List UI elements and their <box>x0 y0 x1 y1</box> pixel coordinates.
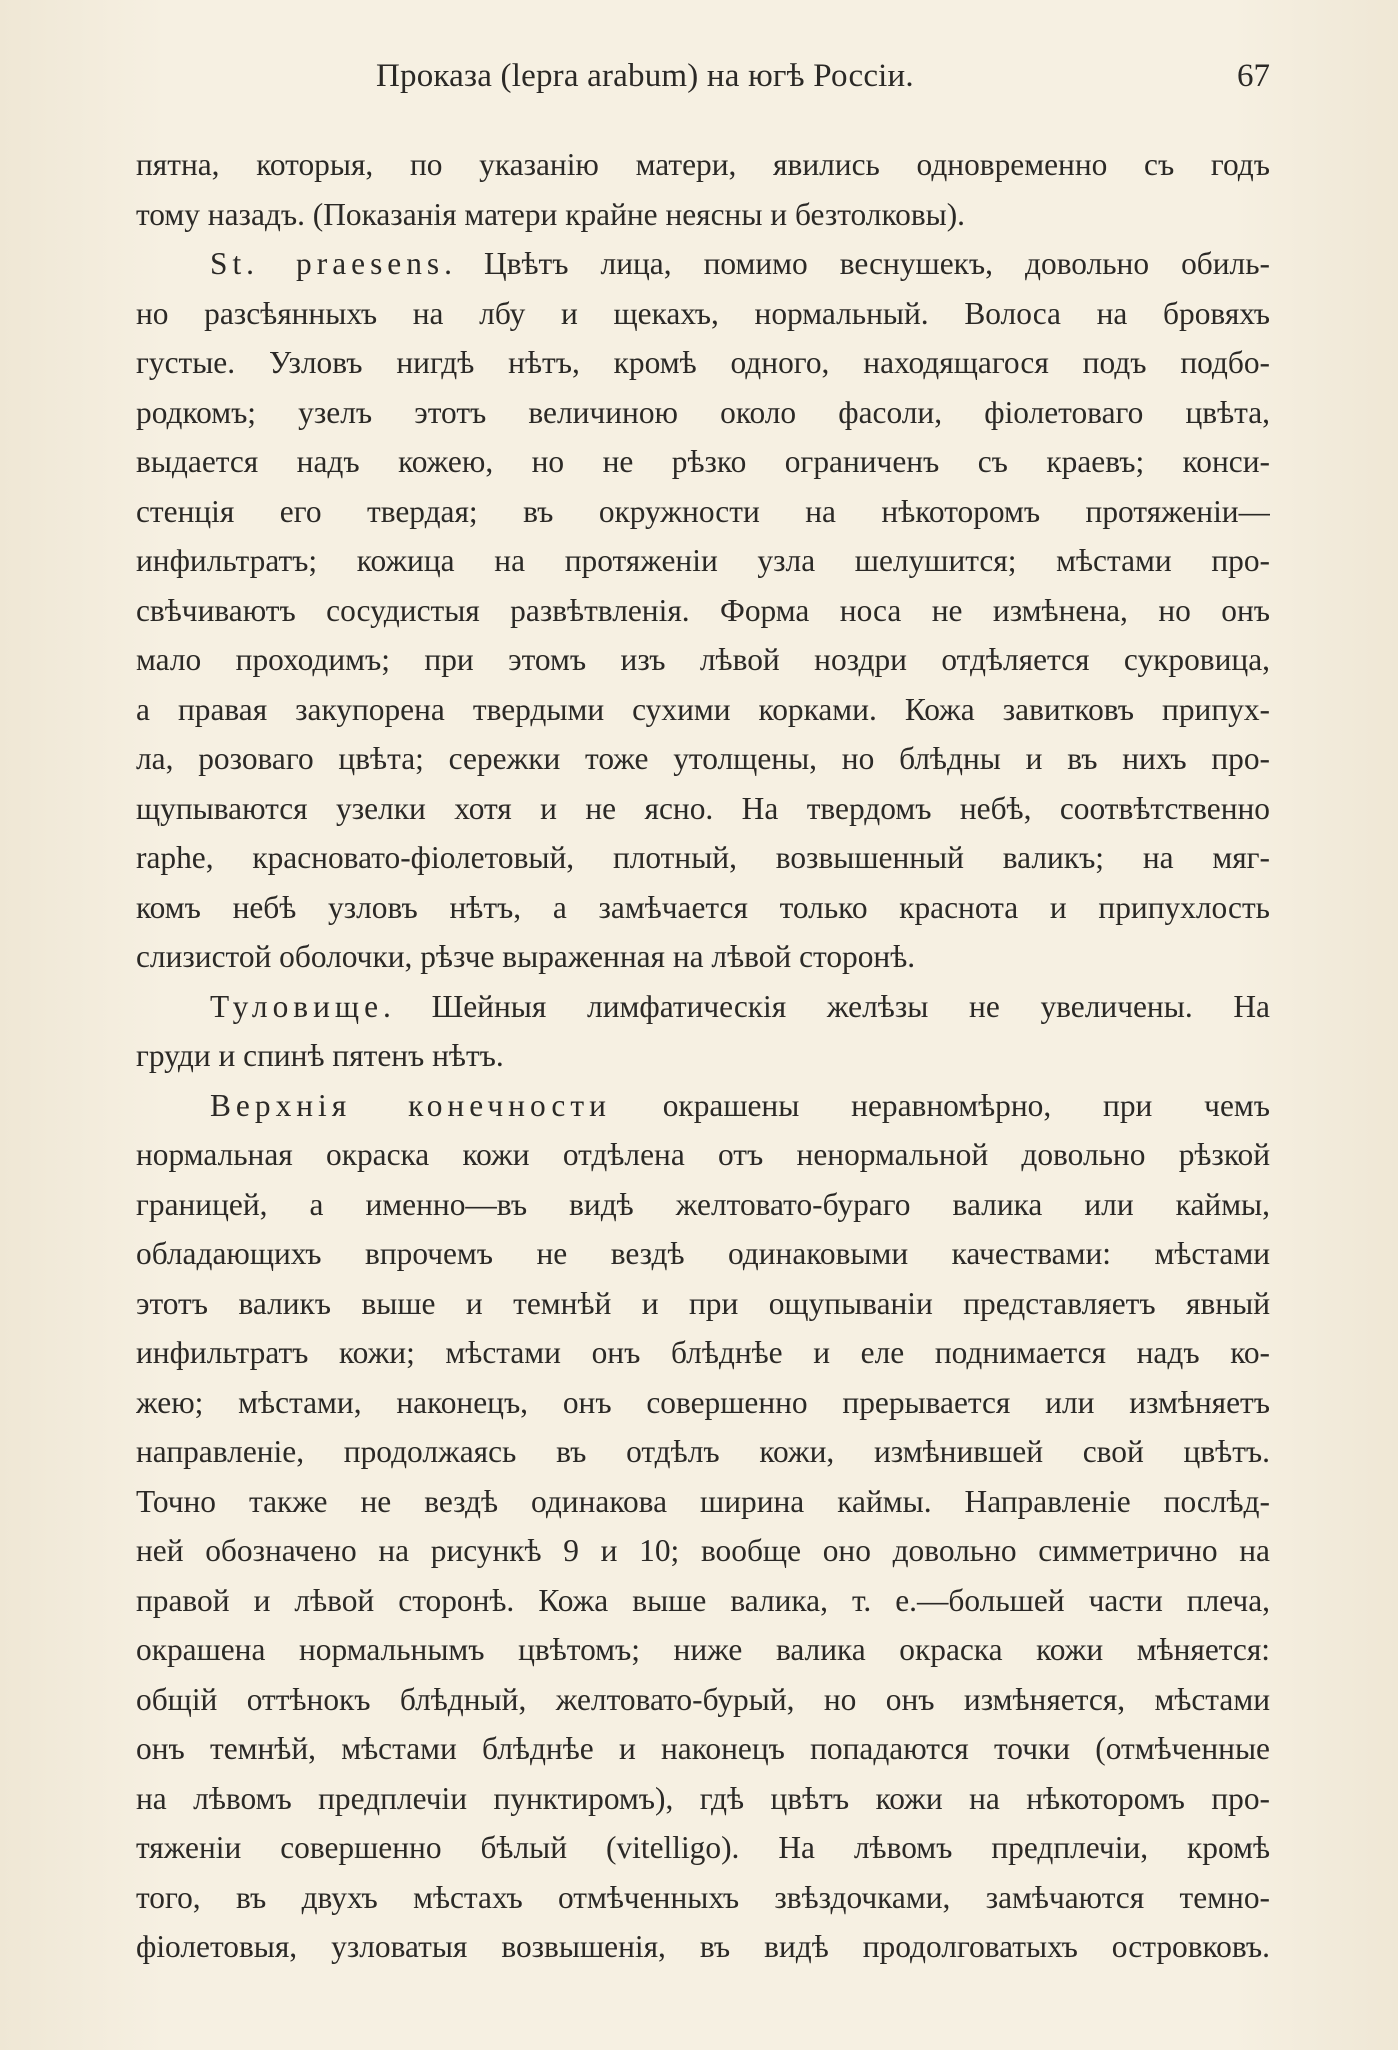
text-line <box>136 1675 1270 1725</box>
text-line <box>136 784 1270 834</box>
line-text: окрашена нормальнымъ цвѣтомъ; ниже валика окраска кожи мѣняется: <box>136 1632 1270 1667</box>
line-text: того, въ двухъ мѣстахъ отмѣченныхъ звѣздочками, замѣчаются темно- <box>136 1879 1270 1915</box>
line-text: жею; мѣстами, наконецъ, онъ совершенно прерывается или измѣняетъ <box>136 1384 1270 1420</box>
line-text: мало проходимъ; при этомъ изъ лѣвой ноздри отдѣляется сукровица, <box>136 642 1270 677</box>
page-number: 67 <box>1237 58 1270 94</box>
text-line <box>136 1576 1270 1626</box>
text-line <box>136 883 1270 933</box>
text-line <box>136 1526 1270 1576</box>
line-text: фіолетовыя, узловатыя возвышенія, въ видѣ продолговатыхъ островковъ. <box>136 1929 1270 1964</box>
line-text: ла, розоваго цвѣта; сережки тоже утолщены, но блѣдны и въ нихъ про- <box>136 741 1270 776</box>
text-line <box>136 1873 1270 1923</box>
text-line <box>136 1279 1270 1329</box>
line-text: слизистой оболочки, рѣзче выраженная на лѣвой сторонѣ. <box>136 939 916 974</box>
line-text: груди и спинѣ пятенъ нѣтъ. <box>136 1038 504 1073</box>
line-text: обладающихъ впрочемъ не вездѣ одинаковыми качествами: мѣстами <box>136 1236 1270 1271</box>
line-text: направленіе, продолжаясь въ отдѣлъ кожи, измѣнившей свой цвѣтъ. <box>136 1434 1270 1469</box>
text-line <box>136 338 1270 388</box>
text-line <box>136 1031 1270 1081</box>
line-text: . Цвѣтъ лица, помимо веснушекъ, довольно обиль- <box>444 246 1270 281</box>
text-line <box>136 734 1270 784</box>
text-line <box>136 685 1270 735</box>
text-line <box>136 190 1270 240</box>
line-text: тяженіи совершенно бѣлый (vitelligo). На лѣвомъ предплечіи, кромѣ <box>136 1830 1270 1865</box>
text-line <box>136 1823 1270 1873</box>
line-text: родкомъ; узелъ этотъ величиною около фасоли, фіолетоваго цвѣта, <box>136 394 1270 430</box>
line-text: но разсѣянныхъ на лбу и щекахъ, нормальный. Волоса на бровяхъ <box>136 295 1270 331</box>
text-line <box>136 487 1270 537</box>
text-line <box>136 1427 1270 1477</box>
text-line <box>136 140 1270 190</box>
text-line <box>136 833 1270 883</box>
text-line <box>136 1328 1270 1378</box>
text-line <box>136 1625 1270 1675</box>
text-line <box>136 1378 1270 1428</box>
line-text: границей, а именно—въ видѣ желтовато-бураго валика или каймы, <box>136 1186 1270 1222</box>
line-text: правой и лѣвой сторонѣ. Кожа выше валика, т. е.—большей части плеча, <box>136 1582 1270 1618</box>
line-text: этотъ валикъ выше и темнѣй и при ощупываніи представляетъ явный <box>136 1285 1270 1321</box>
text-line <box>136 1081 1270 1131</box>
text-line <box>136 437 1270 487</box>
running-title: Проказа (lepra arabum) на югѣ Россіи. <box>376 58 914 94</box>
line-text: густые. Узловъ нигдѣ нѣтъ, кромѣ одного, находящагося подъ подбо- <box>136 345 1270 380</box>
line-text: свѣчиваютъ сосудистыя развѣтвленія. Форма носа не измѣнена, но онъ <box>136 592 1270 628</box>
line-text: на лѣвомъ предплечіи пунктиромъ), гдѣ цвѣтъ кожи на нѣкоторомъ про- <box>136 1780 1270 1816</box>
line-text: . Шейныя лимфатическія желѣзы не увеличены. На <box>383 988 1270 1024</box>
text-line <box>136 1229 1270 1279</box>
line-text: окрашены неравномѣрно, при чемъ <box>610 1087 1270 1123</box>
spaced-heading: Верхнія конечности <box>210 1087 611 1123</box>
text-line <box>136 586 1270 636</box>
text-line <box>136 1922 1270 1972</box>
text-line <box>136 932 1270 982</box>
text-line <box>136 1477 1270 1527</box>
line-text: пятна, которыя, по указанію матери, явились одновременно съ годъ <box>136 147 1270 182</box>
text-line <box>136 388 1270 438</box>
line-text: стенція его твердая; въ окружности на нѣкоторомъ протяженіи— <box>136 493 1270 529</box>
page-header <box>136 58 1270 108</box>
body-text <box>136 140 1270 1972</box>
spaced-heading: Туловище <box>210 988 384 1024</box>
line-text: общій оттѣнокъ блѣдный, желтовато-бурый, но онъ измѣняется, мѣстами <box>136 1681 1270 1717</box>
text-line <box>136 1724 1270 1774</box>
line-text: онъ темнѣй, мѣстами блѣднѣе и наконецъ попадаются точки (отмѣченные <box>136 1731 1270 1766</box>
line-text: raphe, красновато-фіолетовый, плотный, возвышенный валикъ; на мяг- <box>136 840 1270 875</box>
line-text: инфильтратъ; кожица на протяженіи узла шелушится; мѣстами про- <box>136 543 1270 578</box>
line-text: Точно также не вездѣ одинакова ширина каймы. Направленіе послѣд- <box>136 1483 1270 1519</box>
line-text: ней обозначено на рисункѣ 9 и 10; вообще оно довольно симметрично на <box>136 1533 1270 1568</box>
line-text: комъ небѣ узловъ нѣтъ, а замѣчается только краснота и припухлость <box>136 889 1270 925</box>
text-line <box>136 982 1270 1032</box>
text-line <box>136 1180 1270 1230</box>
line-text: тому назадъ. (Показанія матери крайне неясны и безтолковы). <box>136 196 966 232</box>
text-line <box>136 239 1270 289</box>
line-text: а правая закупорена твердыми сухими корками. Кожа завитковъ припух- <box>136 691 1270 727</box>
spaced-heading: St. praesens <box>210 246 445 281</box>
text-line <box>136 536 1270 586</box>
text-line <box>136 1774 1270 1824</box>
text-line <box>136 635 1270 685</box>
line-text: щупываются узелки хотя и не ясно. На твердомъ небѣ, соотвѣтственно <box>136 790 1270 826</box>
line-text: нормальная окраска кожи отдѣлена отъ ненормальной довольно рѣзкой <box>136 1137 1270 1172</box>
line-text: инфильтратъ кожи; мѣстами онъ блѣднѣе и еле поднимается надъ ко- <box>136 1335 1270 1370</box>
line-text: выдается надъ кожею, но не рѣзко ограниченъ съ краевъ; конси- <box>136 444 1270 479</box>
text-line <box>136 289 1270 339</box>
text-line <box>136 1130 1270 1180</box>
